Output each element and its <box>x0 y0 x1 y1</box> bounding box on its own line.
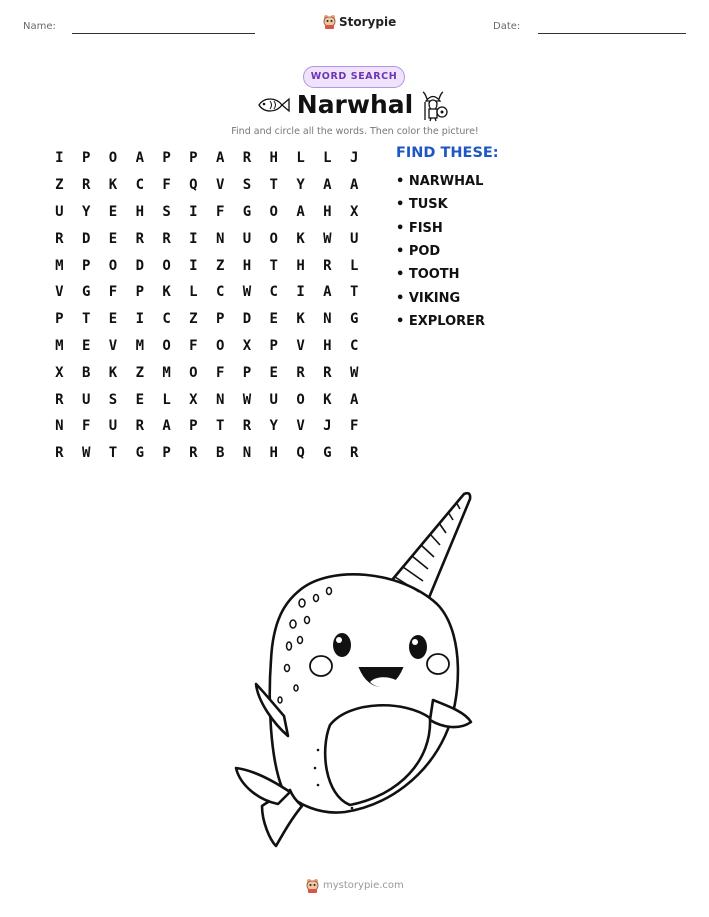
brand-logo <box>323 14 396 29</box>
grid-letter[interactable]: R <box>323 364 332 381</box>
grid-letter[interactable]: G <box>349 311 359 328</box>
grid-letter[interactable]: P <box>81 150 91 167</box>
grid-letter[interactable]: O <box>162 257 171 274</box>
grid-letter[interactable]: M <box>162 364 171 381</box>
grid-letter[interactable]: R <box>55 230 64 247</box>
brand-name: Storypie <box>339 14 397 29</box>
grid-letter[interactable]: S <box>108 391 118 408</box>
grid-letter[interactable]: K <box>108 364 118 381</box>
grid-letter[interactable]: W <box>242 284 252 301</box>
grid-letter[interactable]: W <box>81 445 91 462</box>
grid-letter[interactable]: F <box>189 337 198 354</box>
word-list-item: • TUSK <box>396 197 448 213</box>
grid-letter[interactable]: R <box>135 230 144 247</box>
grid-letter[interactable]: H <box>269 445 278 462</box>
grid-letter[interactable]: Y <box>81 203 91 220</box>
word-list-item: • VIKING <box>396 290 461 306</box>
grid-letter[interactable]: B <box>215 445 225 462</box>
grid-letter[interactable]: B <box>81 364 91 381</box>
grid-letter[interactable]: W <box>349 364 359 381</box>
grid-letter[interactable]: H <box>242 257 252 274</box>
grid-letter[interactable]: I <box>55 150 64 167</box>
grid-letter[interactable]: X <box>189 391 198 408</box>
grid-letter[interactable]: P <box>215 311 225 328</box>
grid-letter[interactable]: Z <box>135 364 144 381</box>
grid-letter[interactable]: F <box>162 177 171 194</box>
grid-letter[interactable]: I <box>135 311 144 328</box>
grid-letter[interactable]: H <box>296 257 305 274</box>
grid-letter[interactable]: O <box>162 337 171 354</box>
grid-letter[interactable]: A <box>323 284 332 301</box>
grid-letter[interactable]: J <box>349 150 359 167</box>
grid-letter[interactable]: R <box>349 445 359 462</box>
grid-letter[interactable]: G <box>81 284 91 301</box>
page-title: Narwhal <box>296 90 414 119</box>
grid-letter[interactable]: C <box>135 177 144 194</box>
grid-letter[interactable]: L <box>323 150 332 167</box>
grid-letter[interactable]: K <box>108 177 118 194</box>
grid-letter[interactable]: C <box>349 337 359 354</box>
grid-letter[interactable]: K <box>296 230 305 247</box>
grid-letter[interactable]: N <box>215 391 225 408</box>
grid-letter[interactable]: O <box>269 230 278 247</box>
grid-letter[interactable]: Q <box>189 177 198 194</box>
word-list-item: • EXPLORER <box>396 313 486 329</box>
grid-letter[interactable]: S <box>162 203 171 220</box>
grid-letter[interactable]: G <box>242 203 252 220</box>
grid-letter[interactable]: N <box>242 445 252 462</box>
grid-letter[interactable]: L <box>189 284 198 301</box>
grid-letter[interactable]: A <box>323 177 332 194</box>
grid-letter[interactable]: V <box>215 177 225 194</box>
grid-letter[interactable]: I <box>189 230 198 247</box>
grid-letter[interactable]: P <box>55 311 64 328</box>
grid-letter[interactable]: U <box>242 230 252 247</box>
footer-url[interactable]: mystorypie.com <box>323 880 404 891</box>
word-list-item: • NARWHAL <box>396 174 484 190</box>
grid-letter[interactable]: U <box>81 391 91 408</box>
narwhal-coloring-picture[interactable] <box>226 486 486 856</box>
grid-letter[interactable]: Y <box>296 177 305 194</box>
grid-letter[interactable]: X <box>349 203 359 220</box>
grid-letter[interactable]: A <box>349 177 359 194</box>
grid-letter[interactable]: V <box>296 418 305 435</box>
grid-letter[interactable]: U <box>55 203 64 220</box>
grid-letter[interactable]: O <box>296 391 305 408</box>
grid-letter[interactable]: O <box>269 203 278 220</box>
word-list-item: • TOOTH <box>396 267 460 283</box>
word-list <box>396 170 485 333</box>
grid-letter[interactable]: N <box>215 230 225 247</box>
grid-letter[interactable]: M <box>135 337 144 354</box>
grid-letter[interactable]: X <box>242 337 252 354</box>
grid-letter[interactable]: E <box>108 203 118 220</box>
grid-letter[interactable]: F <box>215 203 225 220</box>
grid-letter[interactable]: F <box>81 418 91 435</box>
grid-letter[interactable]: R <box>242 418 252 435</box>
grid-letter[interactable]: Y <box>269 418 278 435</box>
grid-letter[interactable]: N <box>55 418 64 435</box>
grid-letter[interactable]: M <box>55 337 64 354</box>
grid-letter[interactable]: Z <box>55 177 64 194</box>
grid-letter[interactable]: V <box>55 284 64 301</box>
grid-letter[interactable]: A <box>162 418 171 435</box>
storypie-mascot-icon <box>323 14 336 29</box>
grid-letter[interactable]: I <box>189 257 198 274</box>
date-line[interactable] <box>538 33 686 34</box>
grid-letter[interactable]: E <box>108 230 118 247</box>
grid-letter[interactable]: E <box>135 391 144 408</box>
grid-letter[interactable]: M <box>55 257 64 274</box>
grid-letter[interactable]: V <box>296 337 305 354</box>
grid-letter[interactable]: P <box>269 337 278 354</box>
grid-letter[interactable]: L <box>296 150 305 167</box>
grid-letter[interactable]: E <box>269 311 278 328</box>
grid-letter[interactable]: U <box>349 230 359 247</box>
grid-letter[interactable]: Z <box>215 257 225 274</box>
grid-letter[interactable]: R <box>55 391 64 408</box>
word-search-badge: WORD SEARCH <box>303 66 405 88</box>
word-list-item: • POD <box>396 244 441 260</box>
grid-letter[interactable]: D <box>81 230 91 247</box>
grid-letter[interactable]: H <box>323 203 332 220</box>
grid-letter[interactable]: T <box>108 445 118 462</box>
grid-letter[interactable]: P <box>81 257 91 274</box>
grid-letter[interactable]: Z <box>189 311 198 328</box>
grid-letter[interactable]: A <box>215 150 225 167</box>
grid-letter[interactable]: R <box>323 257 332 274</box>
grid-letter[interactable]: G <box>135 445 144 462</box>
grid-letter[interactable]: T <box>349 284 359 301</box>
grid-letter[interactable]: E <box>81 337 91 354</box>
grid-letter[interactable]: J <box>323 418 332 435</box>
grid-letter[interactable]: P <box>242 364 252 381</box>
date-label: Date: <box>493 21 521 32</box>
grid-letter[interactable]: T <box>269 257 278 274</box>
grid-letter[interactable]: F <box>108 284 118 301</box>
find-these-heading: FIND THESE: <box>396 145 499 161</box>
grid-letter[interactable]: L <box>349 257 359 274</box>
grid-letter[interactable]: P <box>135 284 144 301</box>
grid-letter[interactable]: U <box>269 391 278 408</box>
grid-letter[interactable]: A <box>296 203 305 220</box>
grid-letter[interactable]: E <box>108 311 118 328</box>
grid-letter[interactable]: T <box>81 311 91 328</box>
grid-letter[interactable]: X <box>55 364 64 381</box>
grid-letter[interactable]: Q <box>296 445 305 462</box>
grid-letter[interactable]: U <box>108 418 118 435</box>
grid-letter[interactable]: A <box>135 150 144 167</box>
storypie-footer-icon <box>306 878 319 893</box>
footer <box>306 878 404 893</box>
grid-letter[interactable]: K <box>162 284 171 301</box>
grid-letter[interactable]: O <box>108 150 118 167</box>
grid-letter[interactable]: R <box>55 445 64 462</box>
grid-letter[interactable]: G <box>323 445 332 462</box>
grid-letter[interactable]: N <box>323 311 332 328</box>
grid-letter[interactable]: R <box>189 445 198 462</box>
grid-letter[interactable]: W <box>323 230 332 247</box>
name-label: Name: <box>23 21 56 32</box>
grid-letter[interactable]: V <box>108 337 118 354</box>
grid-letter[interactable]: P <box>189 150 198 167</box>
grid-letter[interactable]: C <box>162 311 171 328</box>
grid-letter[interactable]: D <box>135 257 144 274</box>
grid-letter[interactable]: R <box>135 418 144 435</box>
grid-letter[interactable]: F <box>215 364 225 381</box>
grid-letter[interactable]: H <box>135 203 144 220</box>
grid-letter[interactable]: F <box>349 418 359 435</box>
viking-icon <box>421 88 449 122</box>
grid-letter[interactable]: E <box>269 364 278 381</box>
grid-letter[interactable]: A <box>349 391 359 408</box>
grid-letter[interactable]: R <box>296 364 305 381</box>
grid-letter[interactable]: T <box>215 418 225 435</box>
grid-letter[interactable]: W <box>242 391 252 408</box>
instructions: Find and circle all the words. Then color the picture! <box>231 126 479 137</box>
grid-letter[interactable]: K <box>296 311 305 328</box>
grid-letter[interactable]: S <box>242 177 252 194</box>
grid-letter[interactable]: R <box>242 150 252 167</box>
grid-letter[interactable]: P <box>189 418 198 435</box>
grid-letter[interactable]: R <box>81 177 91 194</box>
grid-letter[interactable]: P <box>162 445 171 462</box>
grid-letter[interactable]: O <box>189 364 198 381</box>
grid-letter[interactable]: O <box>108 257 118 274</box>
grid-letter[interactable]: I <box>296 284 305 301</box>
grid-letter[interactable]: T <box>269 177 278 194</box>
grid-letter[interactable]: P <box>162 150 171 167</box>
grid-letter[interactable]: L <box>162 391 171 408</box>
grid-letter[interactable]: C <box>269 284 278 301</box>
grid-letter[interactable]: R <box>162 230 171 247</box>
grid-letter[interactable]: K <box>323 391 332 408</box>
grid-letter[interactable]: C <box>215 284 225 301</box>
grid-letter[interactable]: O <box>215 337 225 354</box>
word-list-item: • FISH <box>396 220 443 236</box>
grid-letter[interactable]: H <box>269 150 278 167</box>
grid-letter[interactable]: D <box>242 311 252 328</box>
grid-letter[interactable]: H <box>323 337 332 354</box>
word-search-grid[interactable] <box>46 145 368 467</box>
grid-letter[interactable]: I <box>189 203 198 220</box>
name-line[interactable] <box>72 33 255 34</box>
